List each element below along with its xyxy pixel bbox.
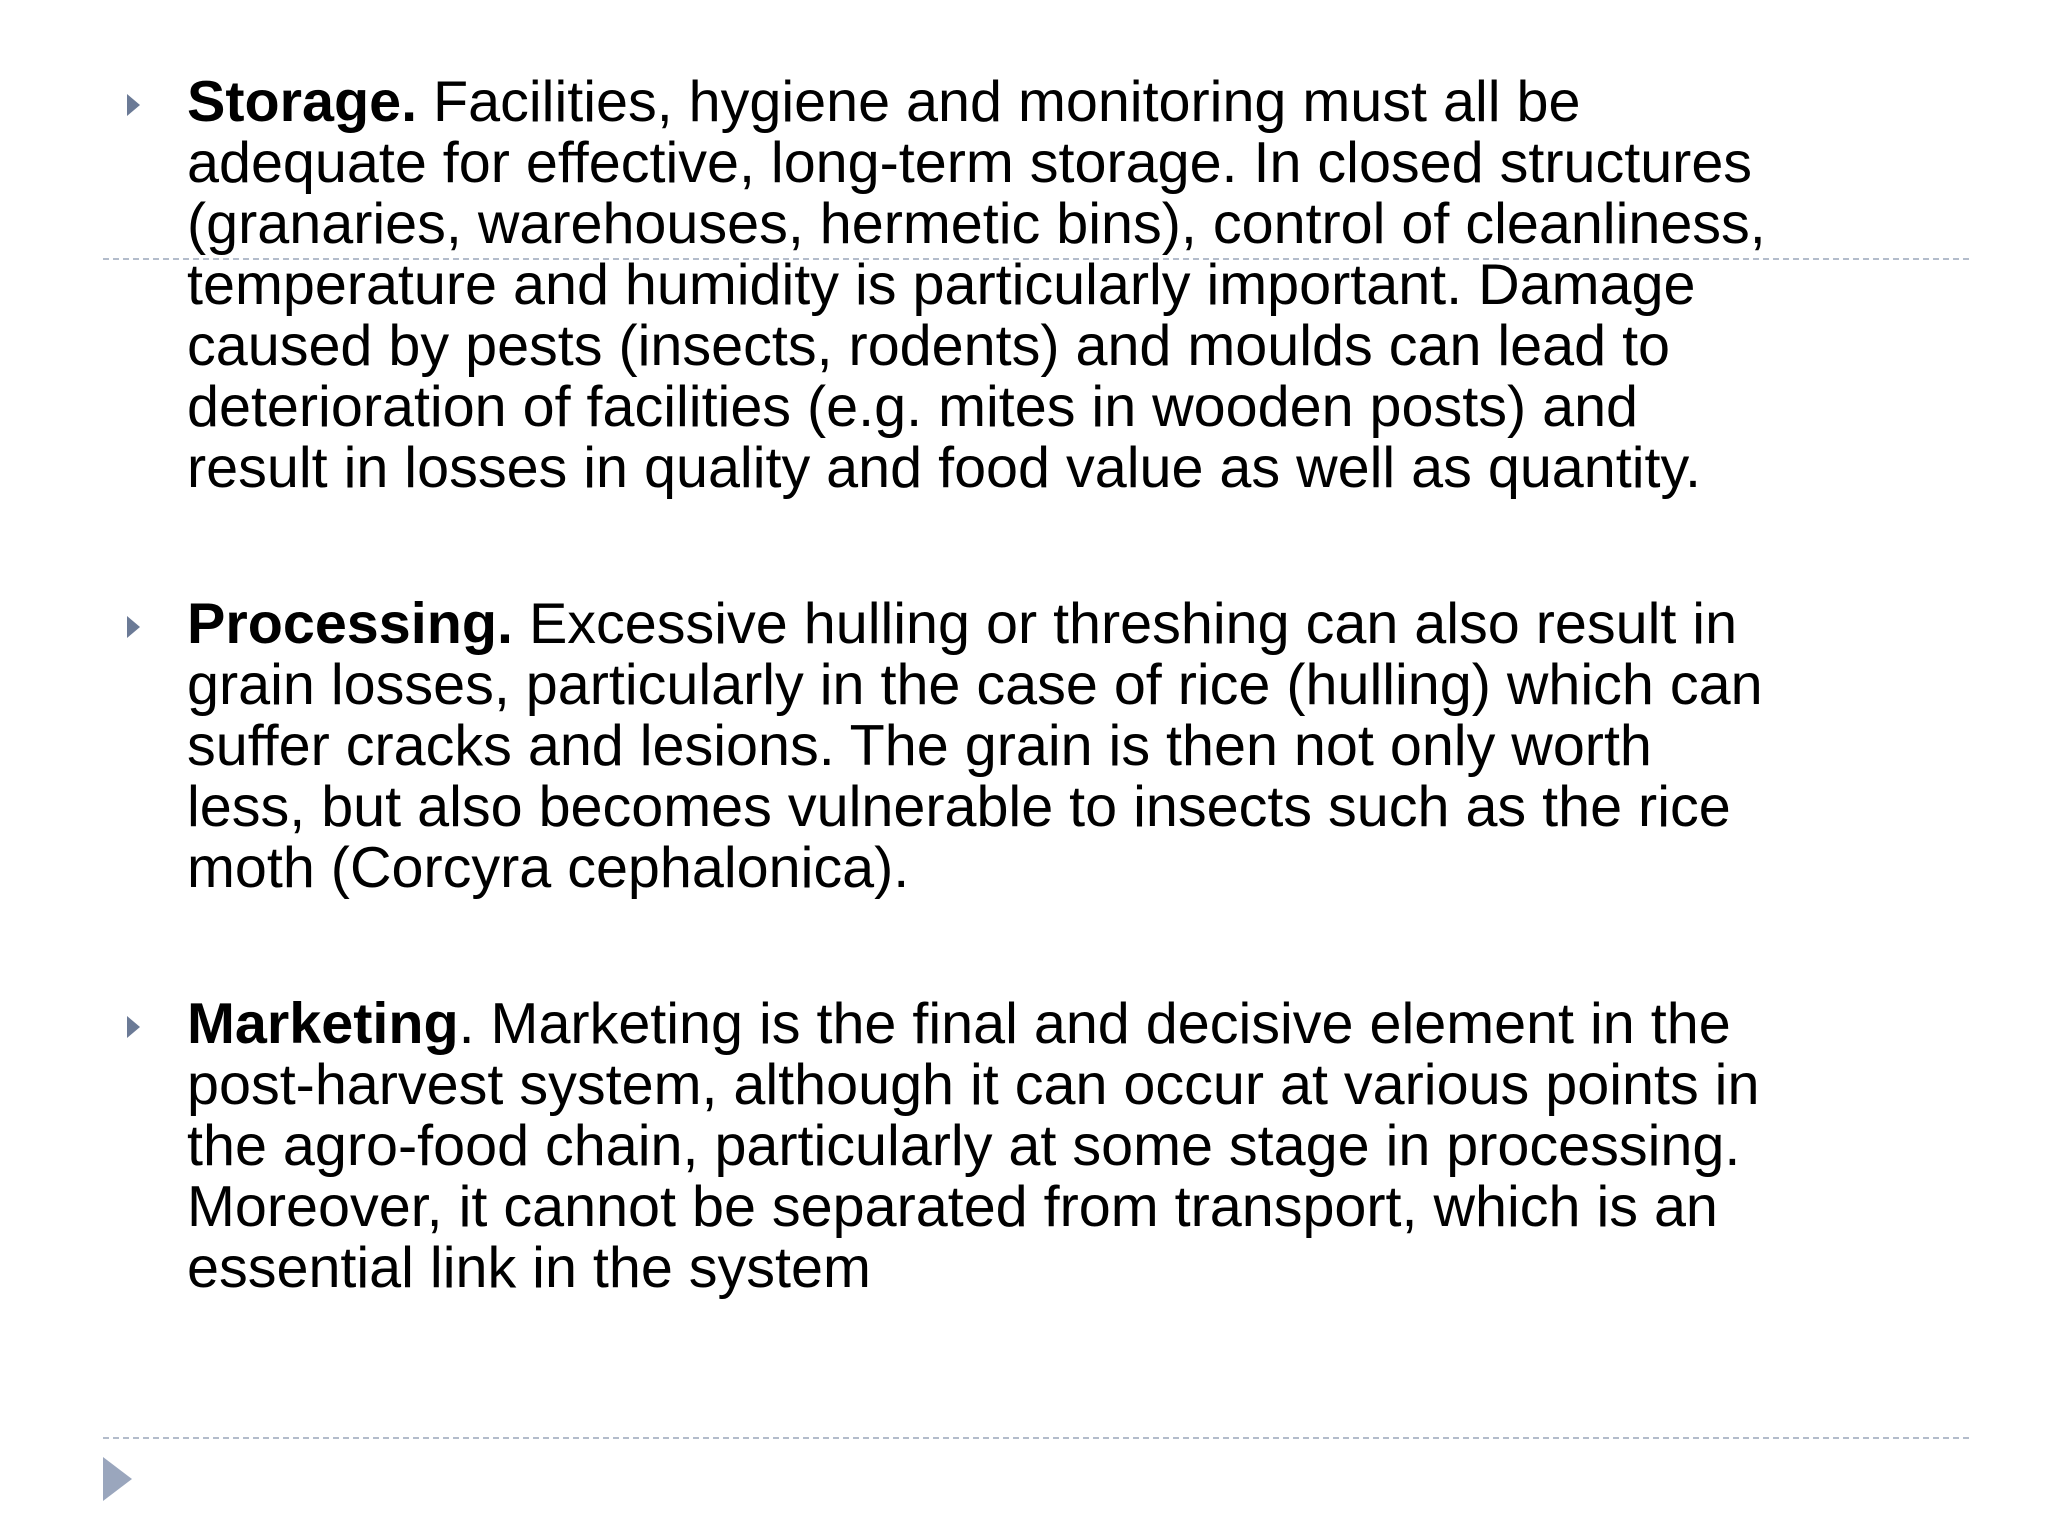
bullet-line: less, but also becomes vulnerable to insects such as the rice [187, 775, 1731, 839]
bullet-line: result in losses in quality and food value as well as quantity. [187, 436, 1701, 500]
bullet-line: caused by pests (insects, rodents) and moulds can lead to [187, 314, 1671, 378]
bullet-line: the agro-food chain, particularly at some stage in processing. [187, 1114, 1741, 1178]
bullet-line: essential link in the system [187, 1236, 871, 1300]
bullet-line: moth (Corcyra cephalonica). [187, 836, 910, 900]
triangle-right-icon [127, 1016, 140, 1038]
triangle-right-icon [127, 94, 140, 116]
bullet-line: (granaries, warehouses, hermetic bins), control of cleanliness, [187, 192, 1766, 256]
bullet-line: temperature and humidity is particularly important. Damage [187, 253, 1696, 317]
bullet-lead: Storage. [187, 70, 418, 134]
bullet-line: deterioration of facilities (e.g. mites in wooden posts) and [187, 375, 1639, 439]
bullet-line: Storage. Facilities, hygiene and monitoring must all be [187, 70, 1581, 134]
bullet-line: grain losses, particularly in the case of rice (hulling) which can [187, 653, 1763, 717]
bullet-line: Moreover, it cannot be separated from transport, which is an [187, 1175, 1718, 1239]
footer-triangle-right-icon [103, 1457, 132, 1501]
bullet-line: Marketing. Marketing is the final and decisive element in the [187, 992, 1731, 1056]
bullet-line: adequate for effective, long-term storage. In closed structures [187, 131, 1753, 195]
bullet-text [187, 72, 1927, 499]
divider-bottom [103, 1437, 1969, 1439]
bullet-text [187, 994, 1927, 1299]
bullet-lead: Marketing [187, 992, 459, 1056]
bullet-line: suffer cracks and lesions. The grain is then not only worth [187, 714, 1652, 778]
bullet-line: post-harvest system, although it can occur at various points in [187, 1053, 1760, 1117]
bullet-text [187, 594, 1927, 899]
bullet-lead: Processing. [187, 592, 513, 656]
triangle-right-icon [127, 616, 140, 638]
bullet-line: Processing. Excessive hulling or threshing can also result in [187, 592, 1738, 656]
